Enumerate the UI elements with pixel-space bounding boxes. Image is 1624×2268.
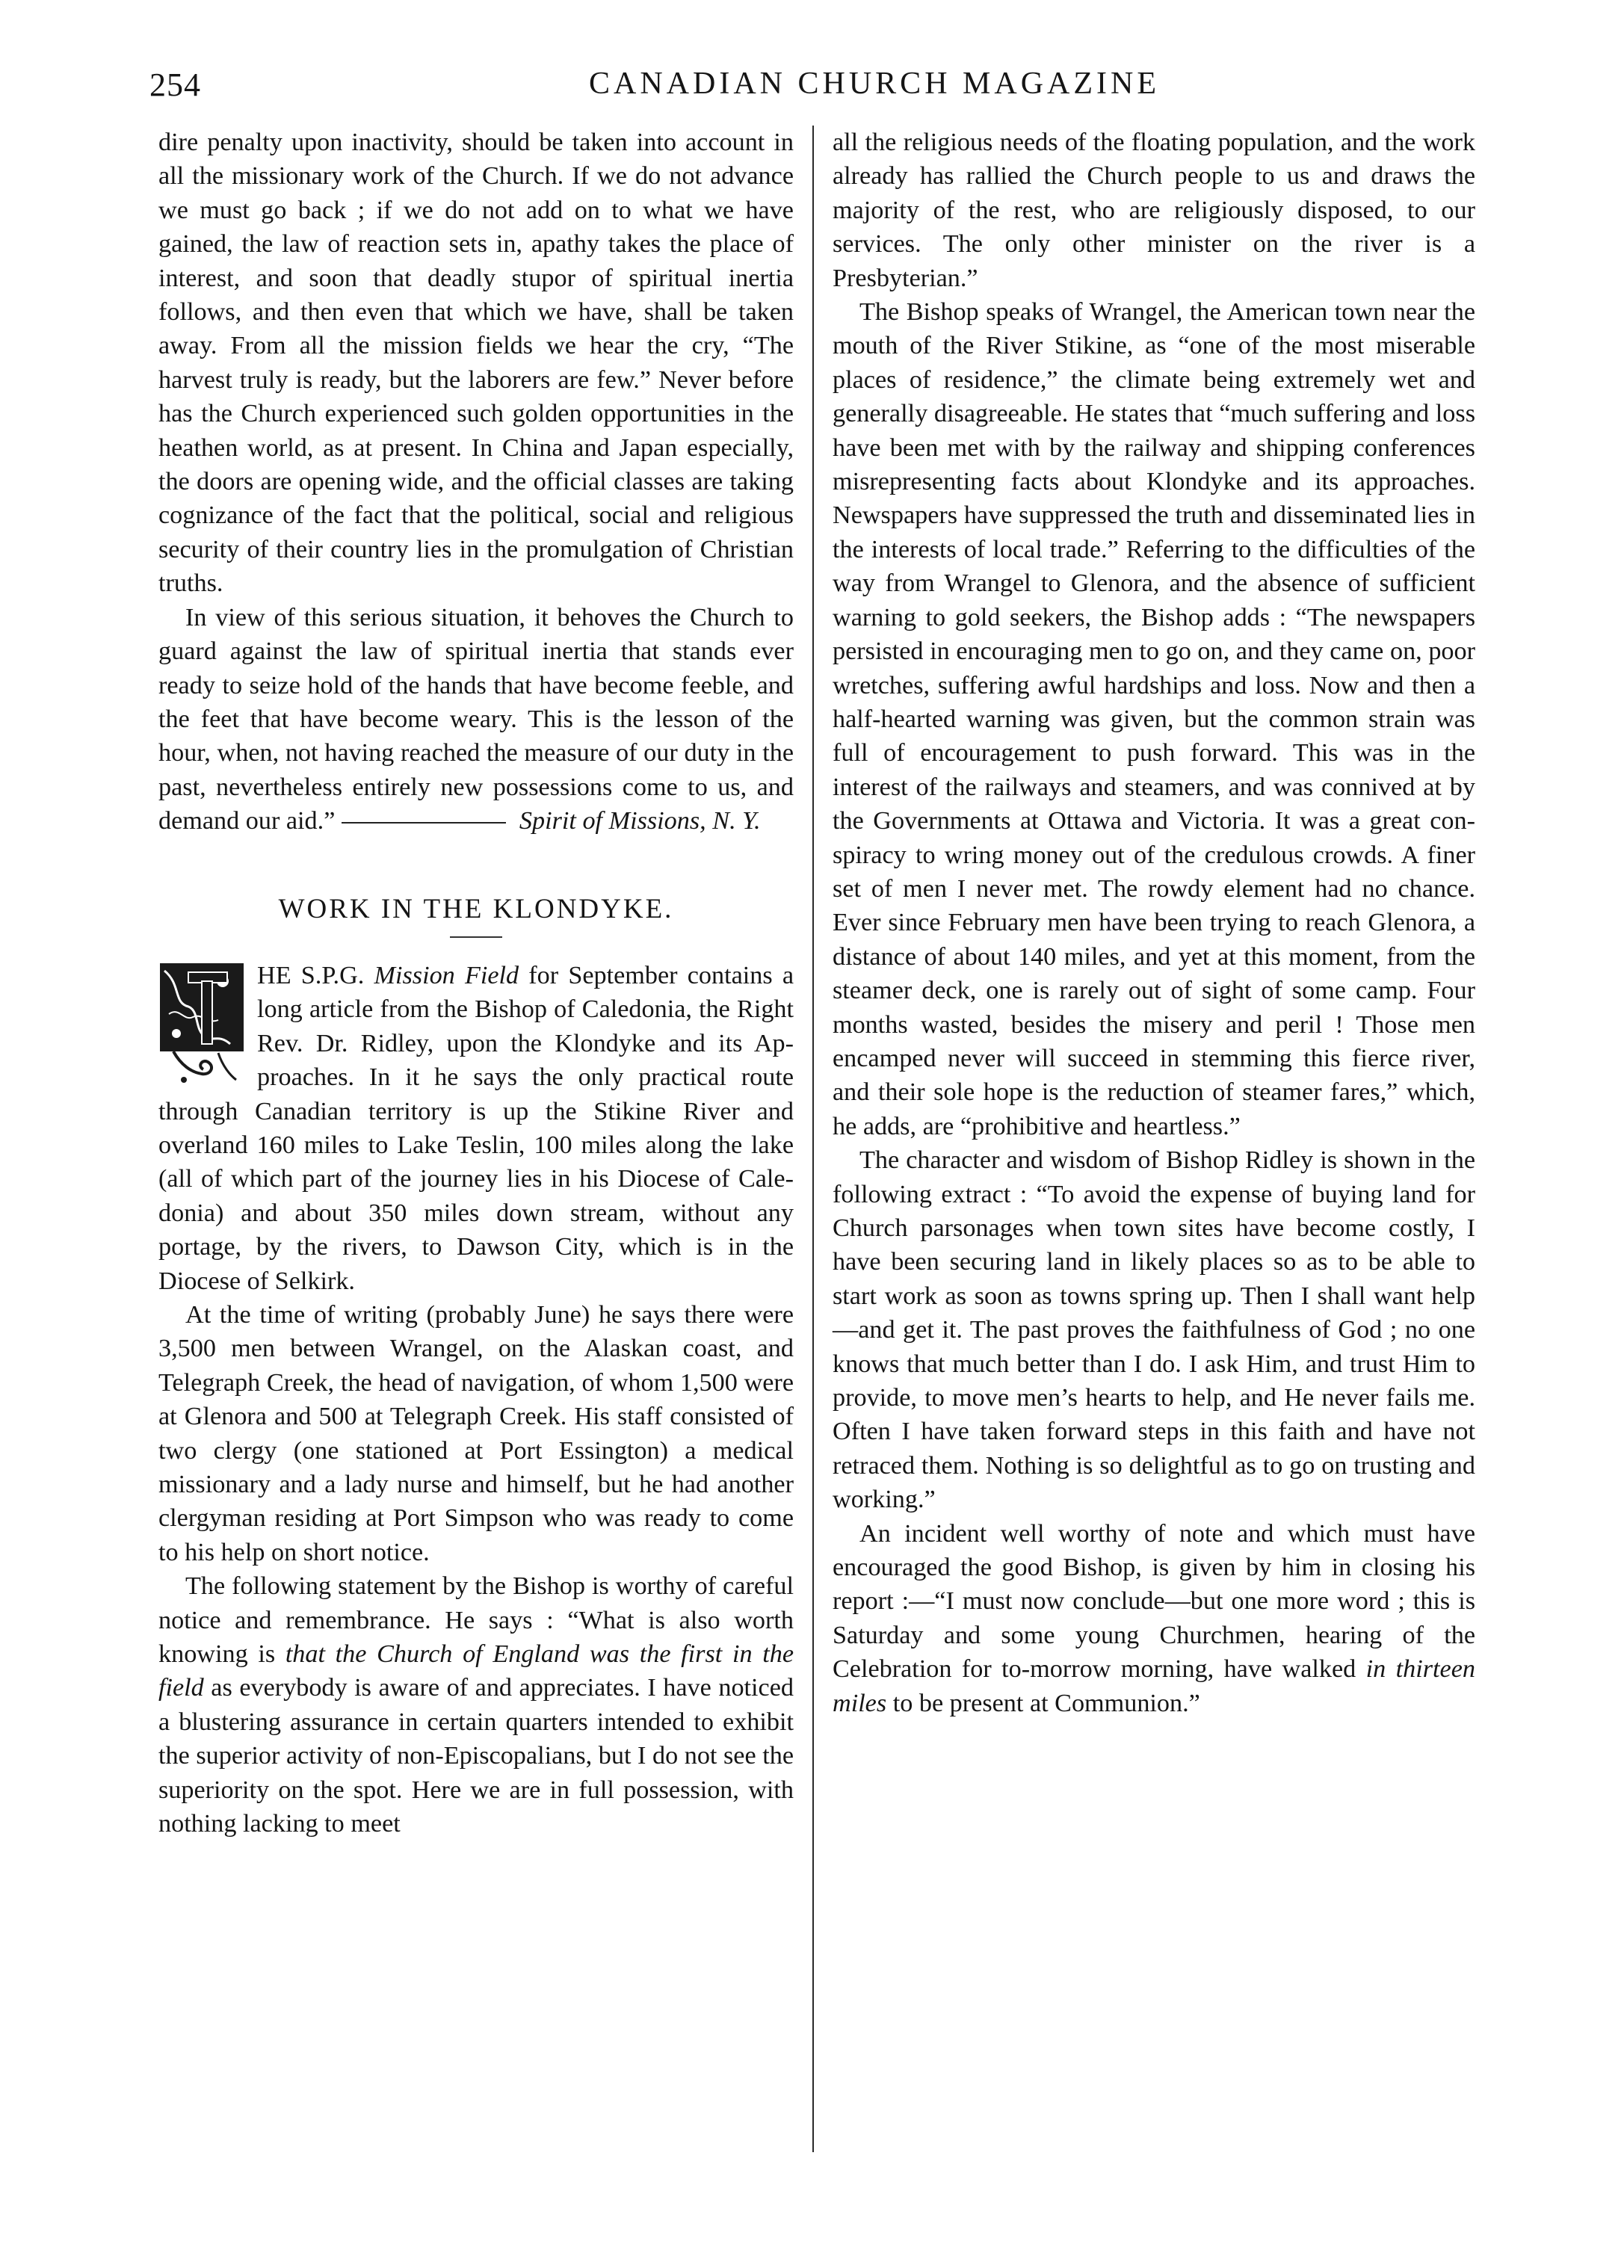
paragraph bbox=[158, 1569, 794, 1841]
publication-title: Mission Field bbox=[374, 961, 519, 989]
paragraph-text: An incident well worthy of note and which must have encouraged the good Bishop, is given by him in closing his report :—“I must now conclude—but one more word ; this is Saturday and some young Churchmen, hearing of the Celebration for to-morrow morning, have walked bbox=[833, 1519, 1475, 1684]
paragraph bbox=[833, 1517, 1475, 1720]
attribution: Spirit of Missions, N. Y. bbox=[519, 807, 761, 835]
page-number: 254 bbox=[149, 67, 201, 103]
paragraph-text: HE S.P.G. bbox=[257, 961, 374, 989]
emphasis-text: that the Church of England was the first in the field bbox=[158, 1640, 794, 1702]
paragraph: The character and wisdom of Bishop Ridley is shown in the following extract : “To avoid the expense of buying land for Church parsonages when town sites have become costly, I have been securing land in likely places so as to be able to start work as soon as towns spring up. Then I shall want help—and get it. The past proves the faithfulness of God ; no one knows that much better than I do. I ask Him, and trust Him to provide, to move men’s hearts to help, and He never fails me. Often I have taken forward steps in this faith and have not retraced them. Nothing is so delightful as to go on trusting and working.” bbox=[833, 1146, 1475, 1514]
paragraph-text: to be present at Communion.” bbox=[886, 1689, 1200, 1717]
paragraph: all the religious needs of the floating population, and the work already has rallied the Church people to us and draws the majority of the rest, who are religiously disposed, to our services. The only other minister on the river is a Presbyterian.” bbox=[833, 129, 1475, 292]
separator-rule bbox=[342, 822, 506, 824]
paragraph-text: for September contains a long article from the Bishop of Caledonia, the Right Rev. Dr. Ridley, upon the Klondyke and its Approaches. In it he says the only practical route through Canadian territory is up the Stikine River and overland 160 miles to Lake Teslin, 100 miles along the lake (all of which part of the journey lies in his Diocese of Caledonia) and about 350 miles down stream, without any portage, by the rivers, to Dawson City, which is in the Diocese of Selkirk. bbox=[158, 961, 794, 1295]
section-heading: WORK IN THE KLONDYKE. bbox=[278, 893, 674, 924]
emphasis-text: in thirteen miles bbox=[833, 1655, 1475, 1717]
paragraph: The Bishop speaks of Wrangel, the American town near the mouth of the River Stikine, as “one of the most miserable places of residence,” the climate being extremely wet and generally disagreeable. He states that “much suffering and loss have been met with by the railway and shipping conferences misrepresenting facts about Klondyke and its approaches. Newspapers have suppressed the truth and disseminated lies in the interests of local trade.” Referring to the difficulties of the way from Wrangel to Glenora, and the absence of sufficient warning to gold seekers, the Bishop adds : “The newspapers persisted in encouraging men to go on, and they came on, poor wretches, suffering awful hardships and loss. Now and then a half-hearted warning was given, but the common strain was full of encouragement to push forward. This was in the interest of the railways and steamers, and was connived at by the Governments at Ottawa and Victoria. It was a great conspiracy to wring money out of the credulous crowds. A finer set of men I never met. The rowdy element had no chance. Ever since February men have been trying to reach Glenora, a distance of about 140 miles, and yet at this moment, from the steamer deck, one is rarely out of sight of some camp. Four months wasted, besides the misery and peril ! Those men encamped never will succeed in stemming this fierce river, and their sole hope is the reduction of steamer fares,” which, he adds, are “prohibitive and heartless.” bbox=[833, 298, 1475, 1140]
paragraph-text: as everybody is aware of and appreciates. I have noticed a blustering assurance in certain quarters intended to exhibit the superior activity of non-Episcopalians, but I do not see the superiority on the spot. Here we are in full possession, with nothing lacking to meet bbox=[158, 1674, 794, 1838]
opening-paragraph bbox=[158, 959, 794, 1298]
paragraph-closing bbox=[158, 601, 794, 838]
heading-rule bbox=[450, 936, 502, 938]
column-divider bbox=[812, 126, 814, 2152]
right-column bbox=[833, 126, 1475, 1720]
paragraph-text: In view of this serious situation, it behoves the Church to guard against the law of spiritual inertia that stands ever ready to seize hold of the hands that have become feeble, and the feet that have become weary. This is the lesson of the hour, when, not having reached the measure of our duty in the past, nevertheless entirely new possessions come to us, and demand our aid.” bbox=[158, 603, 794, 835]
paragraph-text: The following statement by the Bishop is worthy of careful notice and remembrance. He says : “What is also worth knowing is bbox=[158, 1572, 794, 1669]
ornamental-dropcap-t-icon bbox=[158, 962, 247, 1089]
page-header bbox=[149, 66, 1510, 111]
paragraph: dire penalty upon inactivity, should be taken into account in all the missionary work of the Church. If we do not advance we must go back ; if we do not add on to what we have gained, the law of reaction sets in, apathy takes the place of interest, and soon that deadly stupor of spiritual inertia follows, and then even that which we have, shall be taken away. From all the mission fields we hear the cry, “The harvest truly is ready, but the laborers are few.” Never before has the Church experienced such golden opportunities in the heathen world, as at present. In China and Japan especially, the doors are opening wide, and the official classes are taking cognizance of the fact that the political, social and religious security of their country lies in the promulgation of Christian truths. bbox=[158, 129, 794, 598]
paragraph: At the time of writing (probably June) he says there were 3,500 men between Wrangel, on the Alaskan coast, and Telegraph Creek, the head of navigation, of whom 1,500 were at Glenora and 500 at Telegraph Creek. His staff consisted of two clergy (one stationed at Port Essington) a medical missionary and a lady nurse and himself, but he had another clergyman residing at Port Simpson who was ready to come to his help on short notice. bbox=[158, 1301, 794, 1566]
left-column bbox=[158, 126, 794, 1841]
running-title: CANADIAN CHURCH MAGAZINE bbox=[589, 67, 1160, 101]
